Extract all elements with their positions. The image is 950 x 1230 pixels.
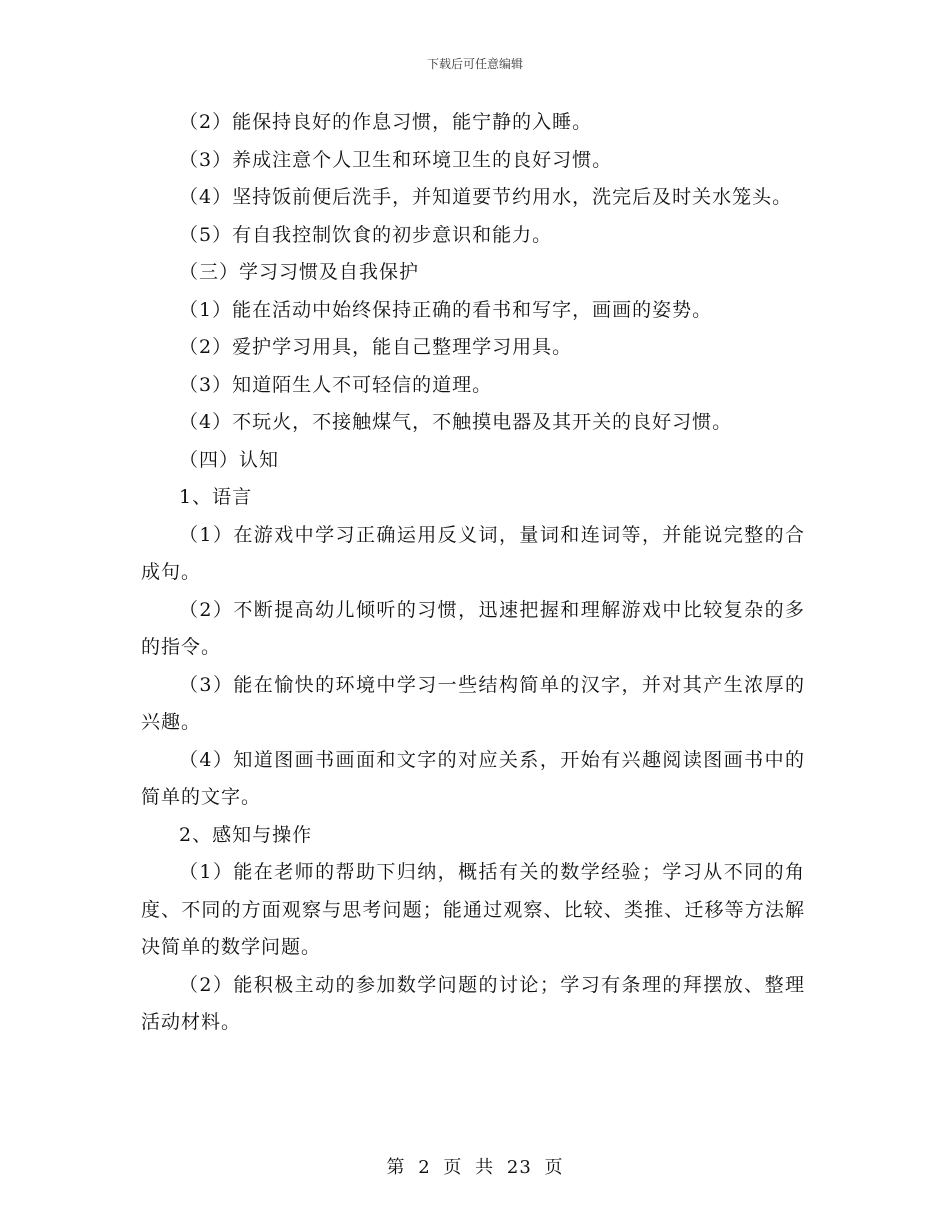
paragraph-9: （1）在游戏中学习正确运用反义词，量词和连词等，并能说完整的合成句。 xyxy=(141,523,805,583)
section-heading-3: （三）学习习惯及自我保护 xyxy=(179,261,420,283)
subheading-language: 1、语言 xyxy=(179,486,253,508)
footer-label-ye-2: 页 xyxy=(544,1157,564,1178)
paragraph-13: （1）能在老师的帮助下归纳，概括有关的数学经验；学习从不同的角度、不同的方面观察与思考问题；能通过观察、比较、类推、迁移等方法解决简单的数学问题。 xyxy=(141,861,805,958)
paragraph-14: （2）能积极主动的参加数学问题的讨论；学习有条理的拜摆放、整理活动材料。 xyxy=(141,973,805,1033)
document-body xyxy=(141,104,805,1042)
footer-total-pages: 23 xyxy=(506,1157,532,1178)
footer-label-gong: 共 xyxy=(475,1157,495,1178)
paragraph-7: （3）知道陌生人不可轻信的道理。 xyxy=(179,373,493,396)
subheading-perception: 2、感知与操作 xyxy=(179,823,313,846)
paragraph-10: （2）不断提高幼儿倾听的习惯，迅速把握和理解游戏中比较复杂的多的指令。 xyxy=(141,598,805,658)
paragraph-1: （2）能保持良好的作息习惯，能宁静的入睡。 xyxy=(179,111,593,133)
paragraph-5: （1）能在活动中始终保持正确的看书和写字，画画的姿势。 xyxy=(179,298,713,321)
paragraph-2: （3）养成注意个人卫生和环境卫生的良好习惯。 xyxy=(179,148,613,171)
paragraph-3: （4）坚持饭前便后洗手，并知道要节约用水，洗完后及时关水笼头。 xyxy=(179,186,793,208)
paragraph-4: （5）有自我控制饮食的初步意识和能力。 xyxy=(179,223,553,246)
paragraph-11: （3）能在愉快的环境中学习一些结构简单的汉字，并对其产生浓厚的兴趣。 xyxy=(141,673,805,733)
footer-label-di: 第 xyxy=(386,1157,406,1178)
section-heading-4: （四）认知 xyxy=(179,448,280,471)
paragraph-8: （4）不玩火，不接触煤气，不触摸电器及其开关的良好习惯。 xyxy=(179,411,733,433)
footer-label-ye: 页 xyxy=(443,1157,463,1178)
paragraph-12: （4）知道图画书画面和文字的对应关系，开始有兴趣阅读图画书中的简单的文字。 xyxy=(141,748,805,808)
page-header: 下载后可任意编辑 xyxy=(426,57,523,71)
page-footer xyxy=(0,1153,950,1179)
footer-page-number: 2 xyxy=(418,1157,431,1178)
paragraph-6: （2）爱护学习用具，能自己整理学习用具。 xyxy=(179,336,573,358)
